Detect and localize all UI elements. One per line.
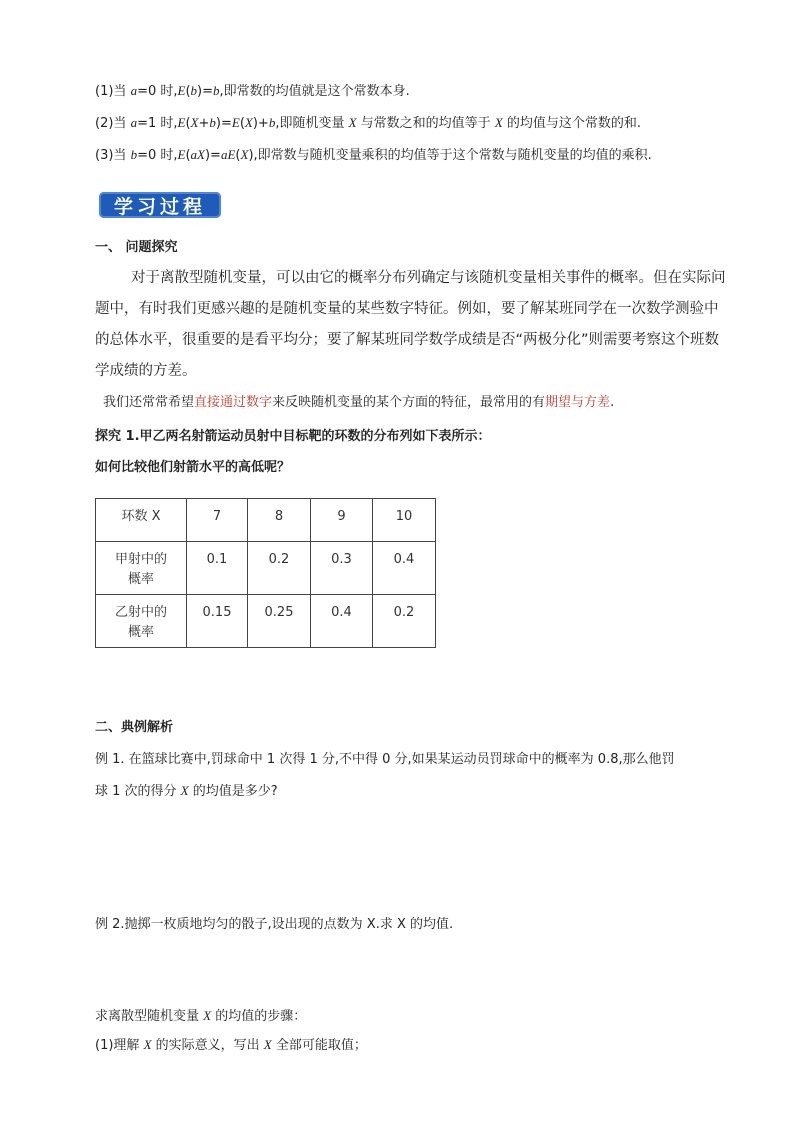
table-cell: 0.2 — [373, 595, 436, 648]
table-cell: 0.25 — [248, 595, 311, 648]
table-row-jia — [96, 542, 436, 595]
example-1-line-2: 球 1 次的得分 X 的均值是多少? — [95, 783, 278, 799]
table-cell: 环数 X — [96, 499, 187, 542]
property-3: (3)当 b=0 时,E(aX)=aE(X),即常数与随机变量乘积的均值等于这个常数与随机变量的均值的乘积. — [95, 147, 652, 163]
highlight-direct-numbers: 直接通过数字 — [194, 395, 273, 410]
table-cell: 7 — [187, 499, 248, 542]
example-2: 例 2.抛掷一枚质地均匀的骰子,设出现的点数为 X.求 X 的均值. — [95, 917, 454, 932]
section1-title: 一、 问题探究 — [95, 240, 178, 255]
intro-line-3: 的总体水平，很重要的是看平均分；要了解某班同学数学成绩是否“两极分化”则需要考察这个班数 — [95, 332, 720, 348]
intro-line-1: 对于离散型随机变量，可以由它的概率分布列确定与该随机变量相关事件的概率。但在实际问 — [131, 270, 726, 286]
property-2: (2)当 a=1 时,E(X+b)=E(X)+b,即随机变量 X 与常数之和的均值等于 X 的均值与这个常数的和. — [95, 115, 642, 131]
hope-line: 我们还常常希望直接通过数字来反映随机变量的某个方面的特征，最常用的有期望与方差. — [103, 395, 615, 410]
table-cell: 0.2 — [248, 542, 311, 595]
table-cell: 0.15 — [187, 595, 248, 648]
table-header-row — [96, 499, 436, 542]
highlight-expectation-variance: 期望与方差 — [545, 395, 611, 410]
table-cell: 0.1 — [187, 542, 248, 595]
intro-line-4: 学成绩的方差。 — [95, 363, 197, 379]
explore-1-line: 探究 1.甲乙两名射箭运动员射中目标靶的环数的分布列如下表所示： — [95, 429, 491, 444]
table-cell: 10 — [373, 499, 436, 542]
distribution-table — [95, 498, 436, 648]
intro-line-2: 题中，有时我们更感兴趣的是随机变量的某些数字特征。例如，要了解某班同学在一次数学测验中 — [95, 301, 719, 317]
table-cell: 8 — [248, 499, 311, 542]
property-1: (1)当 a=0 时,E(b)=b,即常数的均值就是这个常数本身. — [95, 83, 410, 99]
section-badge: 学习过程 — [99, 192, 221, 218]
steps-title: 求离散型随机变量 X 的均值的步骤： — [95, 1008, 307, 1024]
table-cell: 9 — [311, 499, 373, 542]
section2-title: 二、典例解析 — [95, 720, 174, 735]
table-cell: 0.3 — [311, 542, 373, 595]
table-cell: 0.4 — [373, 542, 436, 595]
step-1: (1)理解 X 的实际意义，写出 X 全部可能取值； — [95, 1037, 367, 1053]
explore-1-question: 如何比较他们射箭水平的高低呢？ — [95, 460, 291, 475]
example-1-line-1: 例 1. 在篮球比赛中,罚球命中 1 次得 1 分,不中得 0 分,如果某运动员罚球命中的概率为 0.8,那么他罚 — [95, 752, 675, 767]
table-cell: 0.4 — [311, 595, 373, 648]
table-row-yi — [96, 595, 436, 648]
table-row-label: 乙射中的 概率 — [96, 595, 187, 648]
table-row-label: 甲射中的 概率 — [96, 542, 187, 595]
